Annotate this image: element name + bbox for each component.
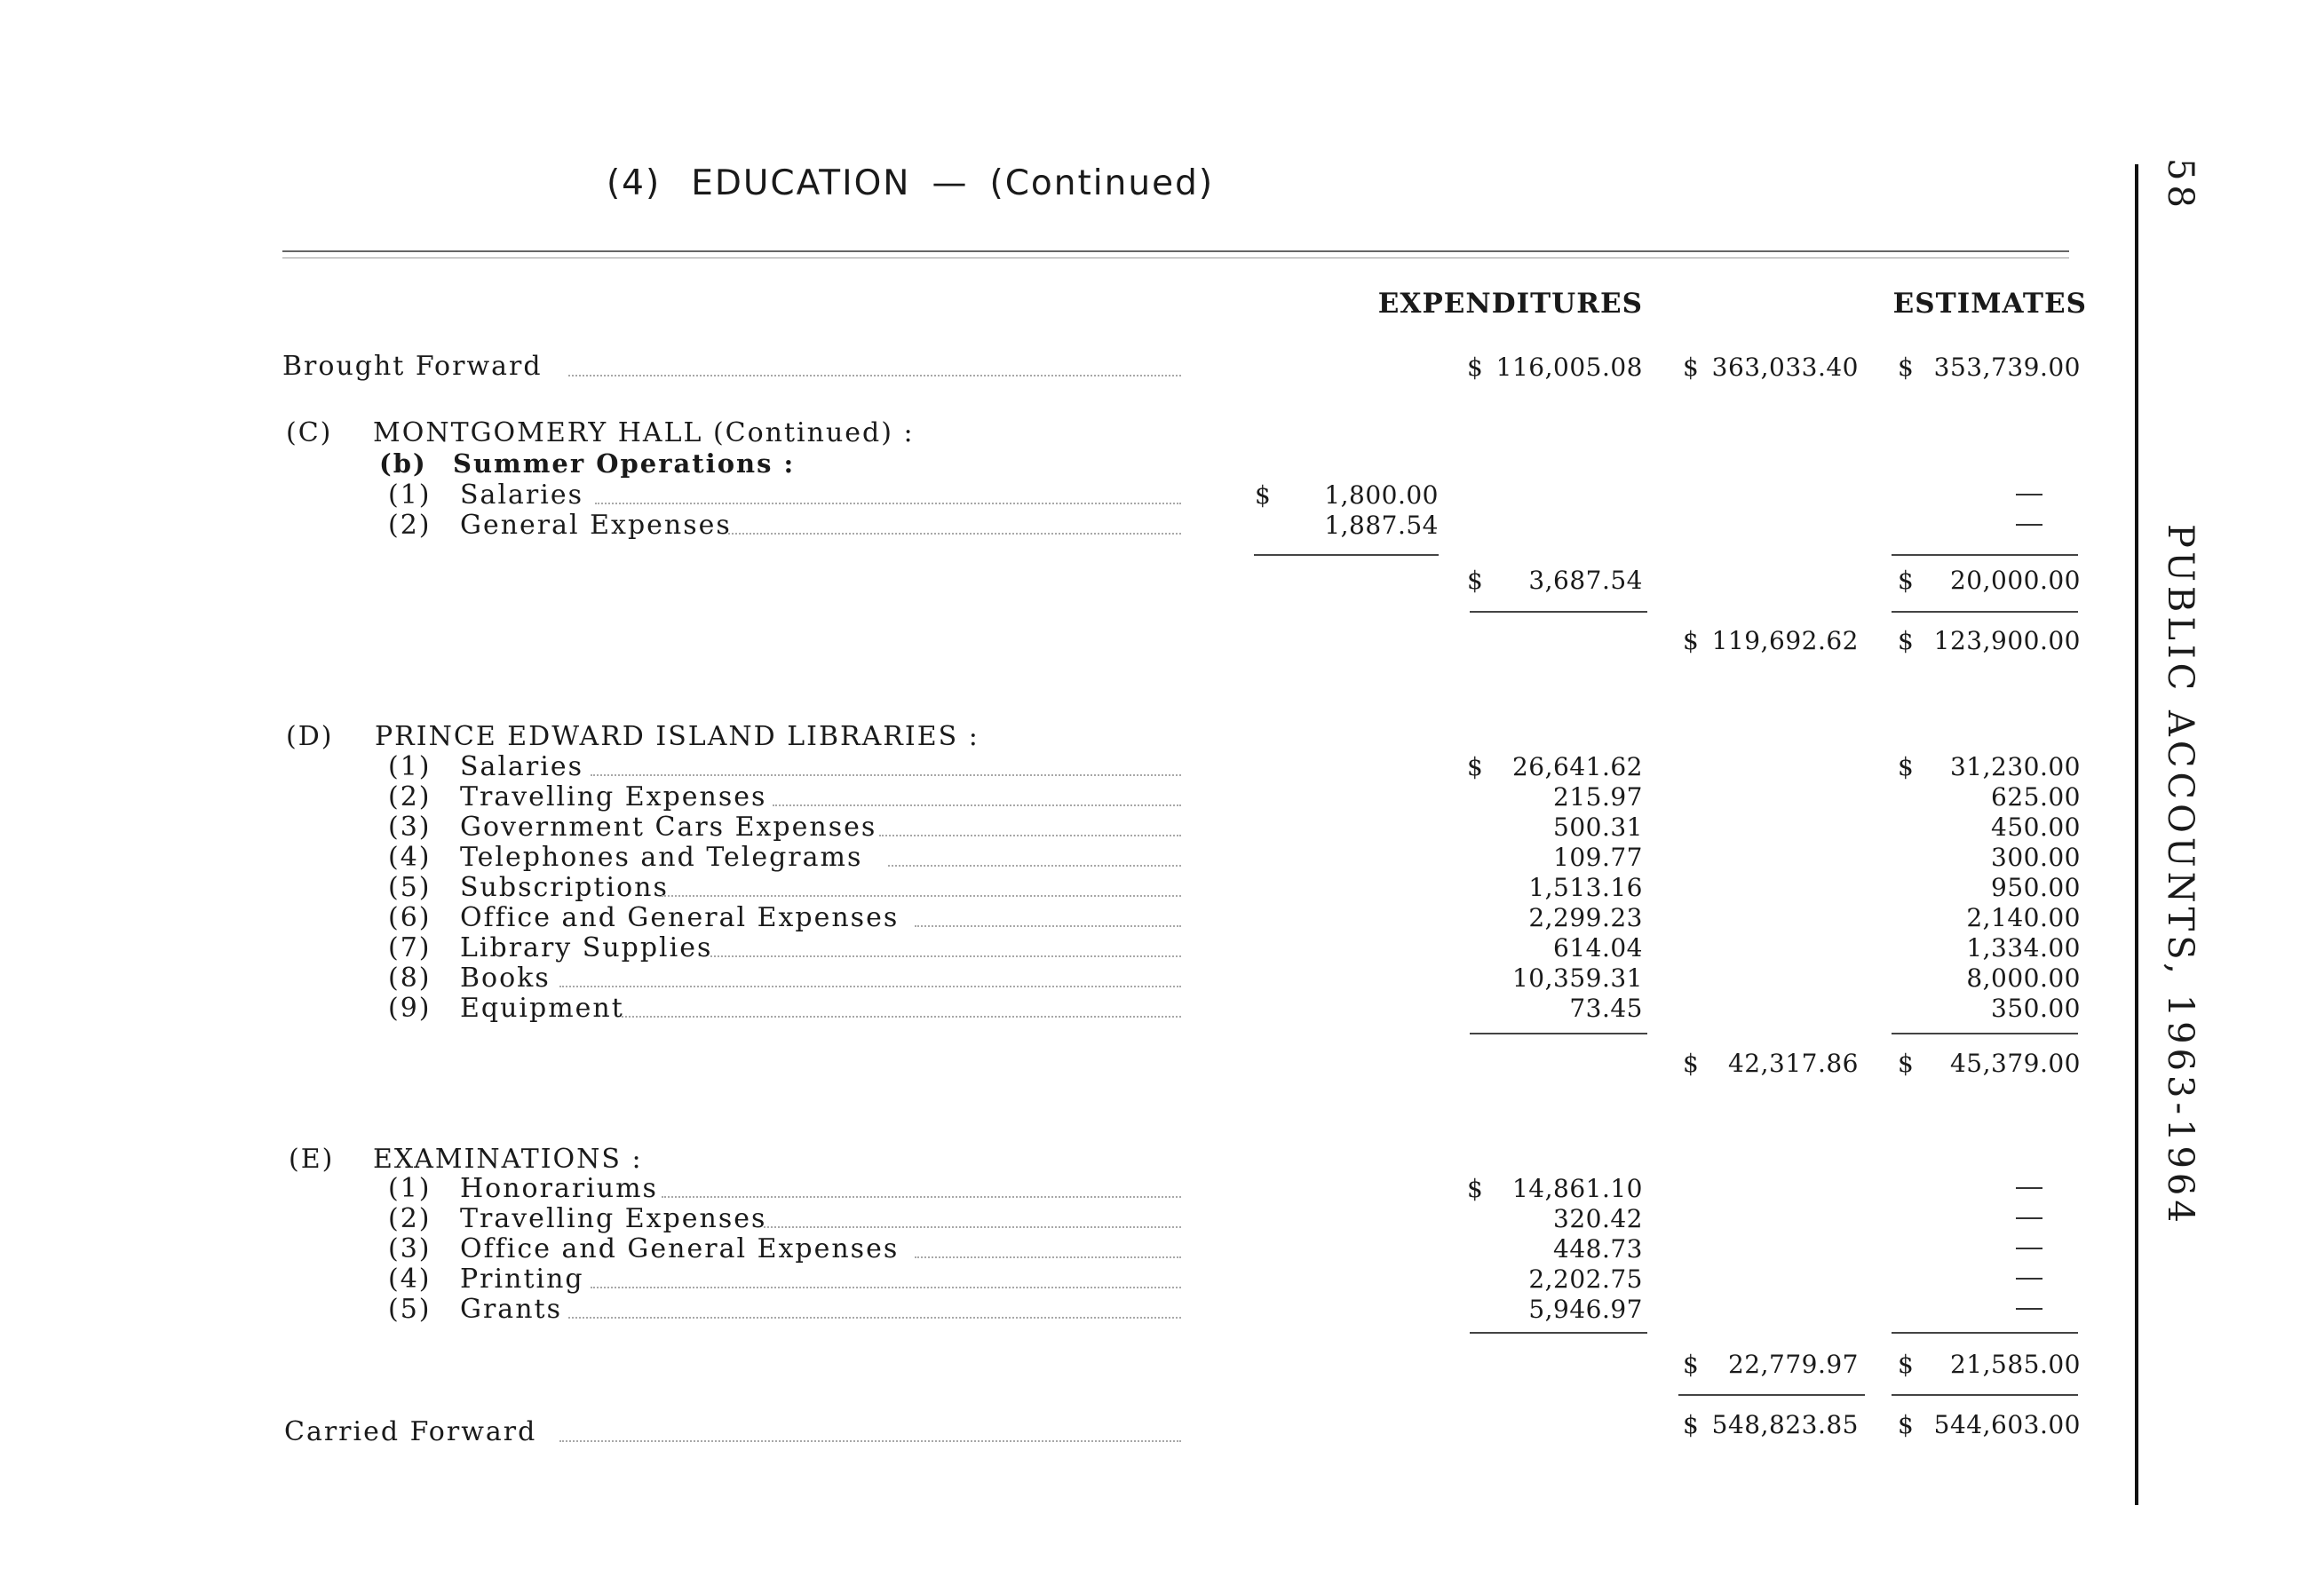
estimate-dash — [2016, 1187, 2042, 1189]
item-expenditure: 2,202.75 — [1528, 1264, 1643, 1294]
item-estimate: 950.00 — [1991, 873, 2081, 902]
section-d-total: 42,317.86 — [1727, 1049, 1859, 1078]
currency-sign: $ — [1898, 1049, 1914, 1078]
estimate-dash — [2016, 1278, 2042, 1280]
currency-sign: $ — [1898, 566, 1914, 595]
item-number: (8) — [388, 963, 432, 994]
title-text: EDUCATION — [691, 163, 911, 203]
item-expenditure: 73.45 — [1569, 994, 1643, 1023]
subtotal-rule — [1892, 554, 2078, 556]
section-c-total: 119,692.62 — [1711, 626, 1859, 655]
leader-dots — [888, 865, 1181, 867]
item-expenditure: 1,513.16 — [1528, 873, 1643, 902]
item-name: Salaries — [460, 479, 584, 511]
item-estimate: 31,230.00 — [1949, 752, 2081, 781]
item-name: Salaries — [460, 751, 584, 782]
currency-sign: $ — [1683, 353, 1699, 382]
leader-dots — [879, 835, 1181, 836]
item-number: (2) — [388, 510, 432, 541]
section-d-title: PRINCE EDWARD ISLAND LIBRARIES : — [375, 721, 980, 752]
currency-sign: $ — [1898, 1410, 1914, 1439]
currency-sign: $ — [1683, 626, 1699, 655]
leader-dots — [568, 1317, 1181, 1319]
leader-dots — [764, 1226, 1181, 1228]
item-expenditure: 614.04 — [1553, 933, 1643, 963]
leader-dots — [622, 1016, 1181, 1018]
item-number: (3) — [388, 1233, 432, 1264]
item-number: (3) — [388, 812, 432, 843]
brought-forward-label: Brought Forward — [282, 351, 543, 382]
brought-forward-total: 363,033.40 — [1711, 353, 1859, 382]
estimate-dash — [2016, 524, 2042, 526]
item-number: (1) — [388, 751, 432, 782]
leader-dots — [773, 804, 1181, 806]
currency-sign: $ — [1467, 752, 1483, 781]
item-estimate: 300.00 — [1991, 843, 2081, 872]
item-number: (1) — [388, 479, 432, 511]
item-expenditure: 109.77 — [1553, 843, 1643, 872]
leader-dots — [559, 986, 1181, 987]
section-e-total-estimate: 21,585.00 — [1949, 1350, 2081, 1379]
section-number: (4) — [606, 163, 662, 203]
leader-dots — [710, 955, 1181, 957]
item-name: Telephones and Telegrams — [460, 842, 863, 873]
expenditures-heading: EXPENDITURES — [1377, 288, 1643, 320]
subtotal-rule — [1892, 1332, 2078, 1334]
margin-rule — [2135, 164, 2138, 1505]
item-expenditure: 26,641.62 — [1511, 752, 1643, 781]
currency-sign: $ — [1683, 1350, 1699, 1379]
leader-dots — [915, 1256, 1181, 1258]
item-number: (9) — [388, 993, 432, 1024]
header-rule — [282, 250, 2069, 252]
item-name: Equipment — [460, 993, 624, 1024]
currency-sign: $ — [1683, 1410, 1699, 1439]
currency-sign: $ — [1255, 480, 1271, 510]
total-rule — [1678, 1394, 1865, 1396]
total-rule — [1892, 611, 2078, 613]
currency-sign: $ — [1683, 1049, 1699, 1078]
section-d-label: (D) — [286, 721, 334, 752]
item-name: Office and General Expenses — [460, 902, 900, 933]
item-number: (6) — [388, 902, 432, 933]
title-continued: (Continued) — [989, 163, 1215, 203]
item-name: Books — [460, 963, 551, 994]
item-name: General Expenses — [460, 510, 732, 541]
currency-sign: $ — [1898, 752, 1914, 781]
item-expenditure: 215.97 — [1553, 782, 1643, 812]
item-expenditure: 2,299.23 — [1528, 903, 1643, 932]
leader-dots — [559, 1440, 1181, 1442]
section-e-title: EXAMINATIONS : — [373, 1144, 643, 1175]
brought-forward-estimate: 353,739.00 — [1933, 353, 2081, 382]
subtotal-rule — [1254, 554, 1439, 556]
item-number: (2) — [388, 1203, 432, 1234]
section-d-total-estimate: 45,379.00 — [1949, 1049, 2081, 1078]
leader-dots — [662, 895, 1181, 897]
item-expenditure: 5,946.97 — [1528, 1295, 1643, 1324]
carried-forward-total: 548,823.85 — [1711, 1410, 1859, 1439]
item-number: (5) — [388, 1294, 432, 1325]
carried-forward-estimate: 544,603.00 — [1933, 1410, 2081, 1439]
item-estimate: 350.00 — [1991, 994, 2081, 1023]
section-c-sub-title: Summer Operations : — [453, 448, 796, 479]
section-e-total: 22,779.97 — [1727, 1350, 1859, 1379]
item-amount: 1,800.00 — [1324, 480, 1439, 510]
subtotal-rule — [1892, 1033, 2078, 1034]
item-estimate: 625.00 — [1991, 782, 2081, 812]
item-name: Travelling Expenses — [460, 1203, 767, 1234]
item-name: Subscriptions — [460, 872, 669, 903]
item-expenditure: 320.42 — [1553, 1204, 1643, 1233]
page-title — [0, 163, 1820, 203]
carried-forward-label: Carried Forward — [284, 1416, 537, 1447]
item-estimate: 8,000.00 — [1966, 963, 2081, 993]
currency-sign: $ — [1898, 626, 1914, 655]
section-c-subtotal-expenditure: 3,687.54 — [1528, 566, 1643, 595]
leader-dots — [591, 1287, 1181, 1288]
section-c-title: MONTGOMERY HALL (Continued) : — [373, 417, 915, 448]
item-name: Office and General Expenses — [460, 1233, 900, 1264]
total-rule — [1470, 611, 1647, 613]
brought-forward-expenditure: 116,005.08 — [1495, 353, 1643, 382]
currency-sign: $ — [1467, 566, 1483, 595]
currency-sign: $ — [1898, 353, 1914, 382]
leader-dots — [662, 1196, 1181, 1198]
total-rule — [1892, 1394, 2078, 1396]
item-name: Library Supplies — [460, 932, 713, 963]
item-expenditure: 10,359.31 — [1511, 963, 1643, 993]
leader-dots — [595, 503, 1181, 504]
section-e-label: (E) — [289, 1144, 335, 1175]
currency-sign: $ — [1467, 353, 1483, 382]
item-number: (4) — [388, 842, 432, 873]
estimate-dash — [2016, 1217, 2042, 1219]
item-name: Grants — [460, 1294, 562, 1325]
item-amount: 1,887.54 — [1324, 511, 1439, 540]
leader-dots — [728, 533, 1181, 535]
subtotal-rule — [1470, 1033, 1647, 1034]
estimate-dash — [2016, 1248, 2042, 1249]
item-expenditure: 14,861.10 — [1511, 1174, 1643, 1203]
title-dash: — — [932, 163, 969, 203]
item-number: (5) — [388, 872, 432, 903]
section-c-sub-label: (b) — [379, 448, 427, 479]
section-c-subtotal-estimate: 20,000.00 — [1949, 566, 2081, 595]
item-number: (1) — [388, 1173, 432, 1204]
item-name: Government Cars Expenses — [460, 812, 877, 843]
currency-sign: $ — [1467, 1174, 1483, 1203]
item-expenditure: 500.31 — [1553, 812, 1643, 842]
item-number: (2) — [388, 781, 432, 812]
section-c-label: (C) — [286, 417, 333, 448]
running-title: PUBLIC ACCOUNTS, 1963-1964 — [2160, 524, 2201, 1227]
item-name: Printing — [460, 1264, 584, 1295]
estimate-dash — [2016, 494, 2042, 495]
item-expenditure: 448.73 — [1553, 1234, 1643, 1264]
leader-dots — [591, 774, 1181, 776]
page-number: 58 — [2160, 158, 2201, 212]
item-estimate: 1,334.00 — [1966, 933, 2081, 963]
subtotal-rule — [1470, 1332, 1647, 1334]
item-estimate: 2,140.00 — [1966, 903, 2081, 932]
item-name: Travelling Expenses — [460, 781, 767, 812]
section-c-total-estimate: 123,900.00 — [1933, 626, 2081, 655]
item-name: Honorariums — [460, 1173, 658, 1204]
item-estimate: 450.00 — [1991, 812, 2081, 842]
estimates-heading: ESTIMATES — [1892, 288, 2087, 320]
item-number: (7) — [388, 932, 432, 963]
estimate-dash — [2016, 1308, 2042, 1310]
leader-dots — [568, 375, 1181, 376]
leader-dots — [915, 925, 1181, 927]
currency-sign: $ — [1898, 1350, 1914, 1379]
item-number: (4) — [388, 1264, 432, 1295]
